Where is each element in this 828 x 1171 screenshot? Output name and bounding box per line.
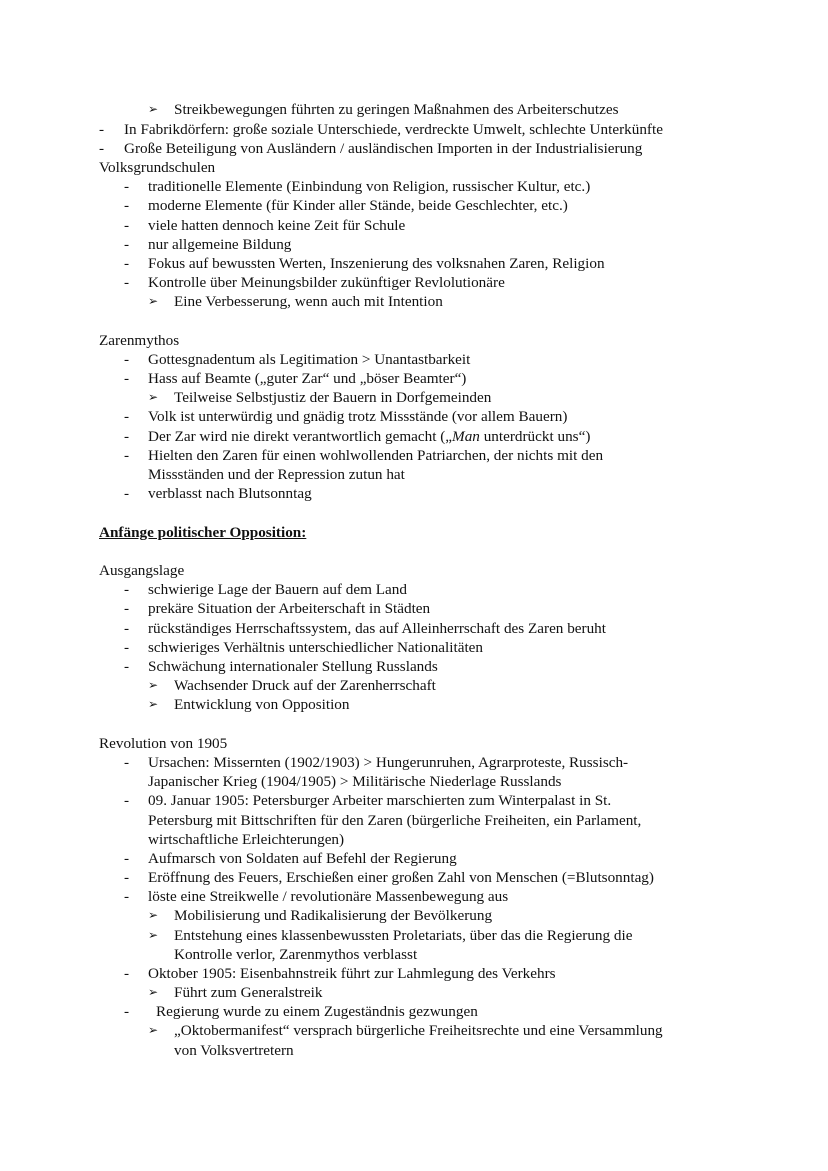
list-item: Streikbewegungen führten zu geringen Maßnahmen des Arbeiterschutzes [174, 101, 619, 118]
dash-bullet: - [124, 869, 130, 886]
arrow-bullet-icon: ➢ [148, 390, 159, 404]
dash-bullet: - [124, 255, 130, 272]
arrow-bullet-icon: ➢ [148, 985, 159, 999]
dash-bullet: - [124, 658, 130, 675]
list-item: löste eine Streikwelle / revolutionäre Massenbewegung aus [148, 888, 509, 905]
dash-bullet: - [124, 965, 130, 982]
list-item: Gottesgnadentum als Legitimation > Unantastbarkeit [148, 351, 471, 368]
dash-bullet: - [99, 140, 105, 157]
dash-bullet: - [124, 754, 130, 771]
list-item: In Fabrikdörfern: große soziale Unterschiede, verdreckte Umwelt, schlechte Unterkünfte [124, 121, 663, 138]
dash-bullet: - [124, 600, 130, 617]
dash-bullet: - [124, 850, 130, 867]
list-item: Entwicklung von Opposition [174, 696, 350, 713]
section-title: Volksgrundschulen [99, 159, 216, 176]
dash-bullet: - [124, 888, 130, 905]
dash-bullet: - [124, 408, 130, 425]
arrow-bullet-icon: ➢ [148, 928, 159, 942]
arrow-bullet-icon: ➢ [148, 294, 159, 308]
list-item: viele hatten dennoch keine Zeit für Schule [148, 217, 406, 234]
list-item: Große Beteiligung von Ausländern / ausländischen Importen in der Industrialisierung [124, 140, 643, 157]
list-item: Entstehung eines klassenbewussten Proletariats, über das die Regierung die [174, 927, 633, 944]
list-item: Führt zum Generalstreik [174, 984, 323, 1001]
list-item: 09. Januar 1905: Petersburger Arbeiter marschierten zum Winterpalast in St. [148, 792, 612, 809]
list-item-text: unterdrückt uns“) [479, 428, 591, 445]
list-item: prekäre Situation der Arbeiterschaft in Städten [148, 600, 431, 617]
list-item [148, 427, 590, 446]
list-item: Mobilisierung und Radikalisierung der Bevölkerung [174, 907, 493, 924]
list-item: Volk ist unterwürdig und gnädig trotz Missstände (vor allem Bauern) [148, 408, 568, 425]
list-item: nur allgemeine Bildung [148, 236, 292, 253]
dash-bullet: - [124, 217, 130, 234]
section-title: Zarenmythos [99, 332, 180, 349]
list-item: rückständiges Herrschaftssystem, das auf Alleinherrschaft des Zaren beruht [148, 620, 606, 637]
list-item: Ursachen: Missernten (1902/1903) > Hungerunruhen, Agrarproteste, Russisch- [148, 754, 629, 771]
section-title: Ausgangslage [99, 562, 185, 579]
list-item-text: Der Zar wird nie direkt verantwortlich gemacht („ [148, 428, 453, 445]
list-item-continuation: Kontrolle verlor, Zarenmythos verblasst [174, 946, 418, 963]
arrow-bullet-icon: ➢ [148, 697, 159, 711]
section-title: Revolution von 1905 [99, 735, 228, 752]
list-item: Schwächung internationaler Stellung Russlands [148, 658, 438, 675]
list-item: Regierung wurde zu einem Zugeständnis gezwungen [156, 1003, 478, 1020]
list-item-continuation: von Volksvertretern [174, 1042, 294, 1059]
list-item: traditionelle Elemente (Einbindung von Religion, russischer Kultur, etc.) [148, 178, 591, 195]
dash-bullet: - [99, 121, 105, 138]
dash-bullet: - [124, 1003, 130, 1020]
dash-bullet: - [124, 581, 130, 598]
arrow-bullet-icon: ➢ [148, 102, 159, 116]
list-item: Hielten den Zaren für einen wohlwollenden Patriarchen, der nichts mit den [148, 447, 604, 464]
arrow-bullet-icon: ➢ [148, 678, 159, 692]
dash-bullet: - [124, 639, 130, 656]
list-item-continuation: wirtschaftliche Erleichterungen) [148, 831, 345, 848]
list-item: Hass auf Beamte („guter Zar“ und „böser Beamter“) [148, 370, 467, 387]
dash-bullet: - [124, 428, 130, 445]
dash-bullet: - [124, 447, 130, 464]
list-item: moderne Elemente (für Kinder aller Stände, beide Geschlechter, etc.) [148, 197, 568, 214]
dash-bullet: - [124, 485, 130, 502]
arrow-bullet-icon: ➢ [148, 1023, 159, 1037]
list-item-continuation: Missständen und der Repression zutun hat [148, 466, 405, 483]
dash-bullet: - [124, 620, 130, 637]
list-item: schwierige Lage der Bauern auf dem Land [148, 581, 407, 598]
list-item: Teilweise Selbstjustiz der Bauern in Dorfgemeinden [174, 389, 492, 406]
section-heading: Anfänge politischer Opposition: [99, 524, 307, 541]
dash-bullet: - [124, 178, 130, 195]
list-item: „Oktobermanifest“ versprach bürgerliche Freiheitsrechte und eine Versammlung [174, 1022, 663, 1039]
list-item: Wachsender Druck auf der Zarenherrschaft [174, 677, 436, 694]
list-item: verblasst nach Blutsonntag [148, 485, 312, 502]
dash-bullet: - [124, 351, 130, 368]
list-item-continuation: Petersburg mit Bittschriften für den Zaren (bürgerliche Freiheiten, ein Parlament, [148, 812, 642, 829]
dash-bullet: - [124, 792, 130, 809]
dash-bullet: - [124, 236, 130, 253]
emphasis: Man [452, 428, 480, 445]
dash-bullet: - [124, 274, 130, 291]
list-item: Kontrolle über Meinungsbilder zukünftiger Revlolutionäre [148, 274, 505, 291]
dash-bullet: - [124, 197, 130, 214]
list-item: Fokus auf bewussten Werten, Inszenierung des volksnahen Zaren, Religion [148, 255, 605, 272]
dash-bullet: - [124, 370, 130, 387]
arrow-bullet-icon: ➢ [148, 908, 159, 922]
list-item: Aufmarsch von Soldaten auf Befehl der Regierung [148, 850, 457, 867]
list-item: Eine Verbesserung, wenn auch mit Intention [174, 293, 443, 310]
list-item-continuation: Japanischer Krieg (1904/1905) > Militärische Niederlage Russlands [148, 773, 562, 790]
list-item: Oktober 1905: Eisenbahnstreik führt zur Lahmlegung des Verkehrs [148, 965, 556, 982]
list-item: Eröffnung des Feuers, Erschießen einer großen Zahl von Menschen (=Blutsonntag) [148, 869, 654, 886]
list-item: schwieriges Verhältnis unterschiedlicher Nationalitäten [148, 639, 483, 656]
